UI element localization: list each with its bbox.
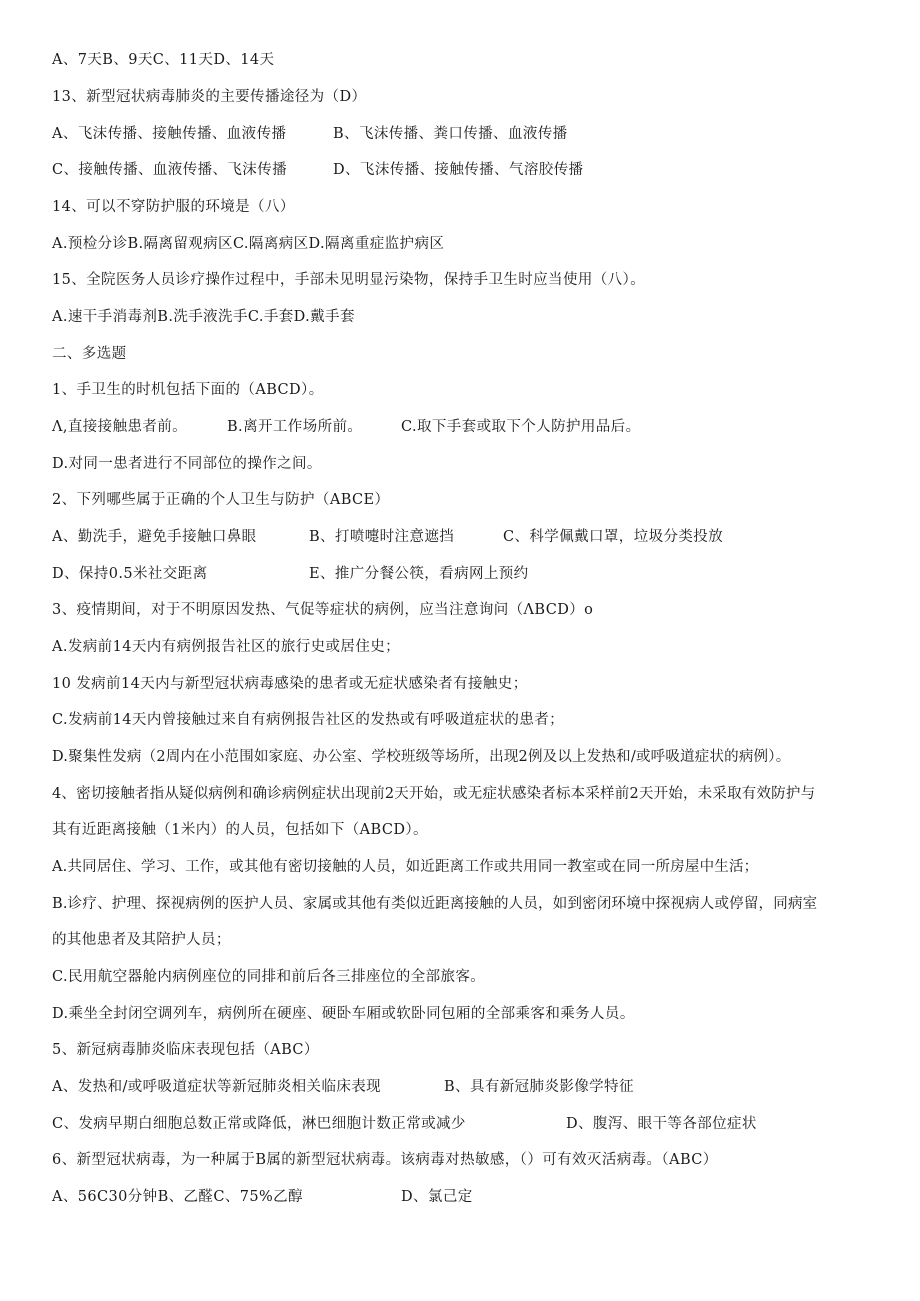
option-a: A、勤洗手，避免手接触口鼻眼	[52, 529, 257, 545]
option-d: D、腹泻、眼干等各部位症状	[566, 1116, 757, 1132]
option-b-cont: 的其他患者及其陪护人员；	[52, 932, 231, 948]
option-b: B、飞沫传播、粪口传播、血液传播	[333, 126, 568, 142]
option-d: D.对同一患者进行不同部位的操作之间。	[52, 456, 322, 472]
options-row	[52, 1077, 852, 1097]
question-m6: 6、新型冠状病毒，为一种属于B属的新型冠状病毒。该病毒对热敏感，（）可有效灭活病毒。（ABC）	[52, 1152, 718, 1168]
options-row	[52, 124, 852, 144]
option-b: B.离开工作场所前。	[227, 419, 363, 435]
option-b: B.诊疗、护理、探视病例的医护人员、家属或其他有类似近距离接触的人员，如到密闭环境中探视病人或停留，同病室	[52, 896, 818, 912]
option-c: C.发病前14天内曾接触过来自有病例报告社区的发热或有呼吸道症状的患者；	[52, 712, 565, 728]
option-d: D、氯己定	[401, 1189, 473, 1205]
option-c: C、发病早期白细胞总数正常或降低，淋巴细胞计数正常或减少	[52, 1116, 466, 1132]
question-m1: 1、手卫生的时机包括下面的（ABCD）。	[52, 382, 324, 398]
option-b: B、具有新冠肺炎影像学特征	[444, 1079, 634, 1095]
options-row	[52, 527, 852, 547]
option-b: 10 发病前14天内与新型冠状病毒感染的患者或无症状感染者有接触史；	[52, 676, 528, 692]
option-d: D、飞沫传播、接触传播、气溶胶传播	[333, 162, 584, 178]
option-a: A.发病前14天内有病例报告社区的旅行史或居住史；	[52, 639, 401, 655]
text-line: A、7天B、9天C、11天D、14天	[52, 52, 275, 68]
option-a: A.共同居住、学习、工作，或其他有密切接触的人员，如近距离工作或共用同一教室或在同一所房屋中生活；	[52, 859, 759, 875]
question-m4: 4、密切接触者指从疑似病例和确诊病例症状出现前2天开始，或无症状感染者标本采样前2天开始，未采取有效防护与	[52, 786, 816, 802]
option-d: D.聚集性发病（2周内在小范围如家庭、办公室、学校班级等场所，出现2例及以上发热和/或呼吸道症状的病例）。	[52, 749, 791, 765]
question-13: 13、新型冠状病毒肺炎的主要传播途径为（D）	[52, 89, 367, 105]
options-row	[52, 564, 852, 584]
question-m2: 2、下列哪些属于正确的个人卫生与防护（ABCE）	[52, 492, 390, 508]
question-14: 14、可以不穿防护服的环境是（八）	[52, 199, 295, 215]
option-e: E、推广分餐公筷，看病网上预约	[309, 566, 529, 582]
option-d: D.乘坐全封闭空调列车，病例所在硬座、硬卧车厢或软卧同包厢的全部乘客和乘务人员。	[52, 1006, 635, 1022]
option-d: D、保持0.5米社交距离	[52, 566, 208, 582]
options-row: A.速干手消毒剂B.洗手液洗手C.手套D.戴手套	[52, 309, 355, 325]
options-row	[52, 160, 852, 180]
question-m5: 5、新冠病毒肺炎临床表现包括（ABC）	[52, 1042, 319, 1058]
option-b: B、打喷嚏时注意遮挡	[309, 529, 455, 545]
option-a: A、飞沫传播、接触传播、血液传播	[52, 126, 287, 142]
question-m4-cont: 其有近距离接触（1米内）的人员，包括如下（ABCD）。	[52, 822, 428, 838]
options-row	[52, 1187, 852, 1207]
options-row	[52, 417, 852, 437]
options-abc: A、56C30分钟B、乙醛C、75%乙醇	[52, 1189, 303, 1205]
option-a: Λ,直接接触患者前。	[52, 419, 188, 435]
question-m3: 3、疫情期间，对于不明原因发热、气促等症状的病例，应当注意询问（ΛBCD）o	[52, 602, 594, 618]
question-15: 15、全院医务人员诊疗操作过程中，手部未见明显污染物，保持手卫生时应当使用（八）。	[52, 272, 646, 288]
option-c: C.取下手套或取下个人防护用品后。	[401, 419, 641, 435]
options-row: A.预检分诊B.隔离留观病区C.隔离病区D.隔离重症监护病区	[52, 236, 445, 252]
option-c: C.民用航空器舱内病例座位的同排和前后各三排座位的全部旅客。	[52, 969, 486, 985]
options-row	[52, 1114, 852, 1134]
option-c: C、科学佩戴口罩，垃圾分类投放	[503, 529, 724, 545]
section-heading: 二、多选题	[52, 346, 127, 362]
option-a: A、发热和/或呼吸道症状等新冠肺炎相关临床表现	[52, 1079, 382, 1095]
option-c: C、接触传播、血液传播、飞沫传播	[52, 162, 287, 178]
